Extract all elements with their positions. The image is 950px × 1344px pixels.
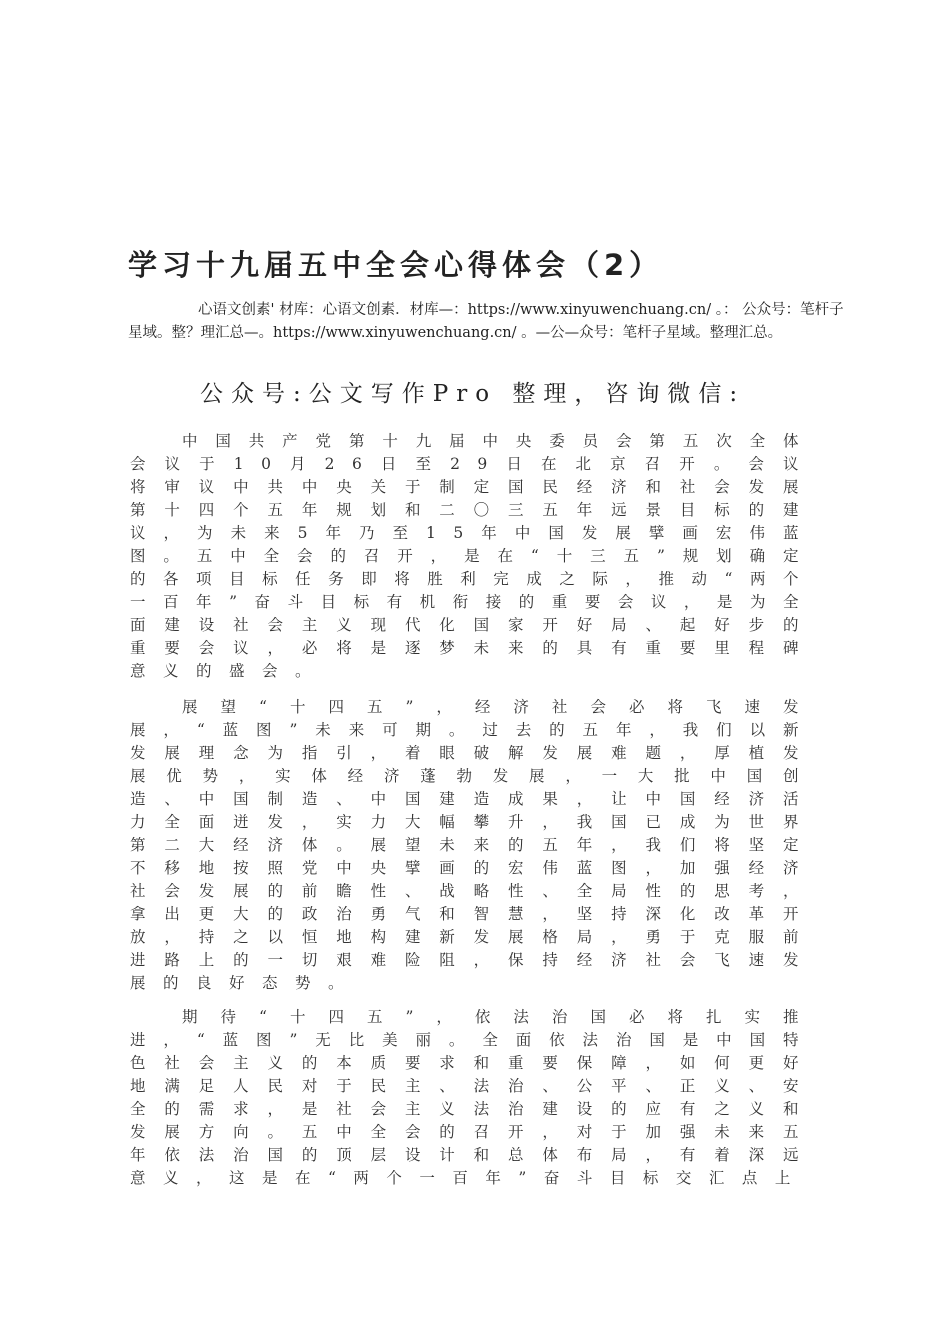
body-paragraph-1: 中国共产党第十九届中央委员会第五次全体会议于10月26日至29日在北京召开。会议将审议中共中央关于制定国民经济和社会发展第十四个五年规划和二〇三五年远景目标的建议，为未来5年乃至15年中国发展擘画宏伟蓝图。五中全会的召开，是在“十三五”规划确定的各项目标任务即将胜利完成之际，推动“两个一百年”奋斗目标有机衔接的重要会议，是为全面建设社会主义现代化国家开好局、起好步的重要会议，必将是逐梦未来的具有重要里程碑意义的盛会。 — [130, 431, 816, 680]
document-title: 学习十九届五中全会心得体会（2） — [128, 248, 664, 282]
document-subtitle: 公众号:公文写作Pro 整理，咨询微信: — [200, 381, 746, 407]
body-paragraph-2: 展望“十四五”，经济社会必将飞速发展，“蓝图”未来可期。过去的五年，我们以新发展理念为指引，着眼破解发展难题，厚植发展优势，实体经济蓬勃发展，一大批中国创造、中国制造、中国建造成果，让中国经济活力全面迸发，实力大幅攀升，我国已成为世界第二大经济体。展望未来的五年，我们将坚定不移地按照党中央擘画的宏伟蓝图，加强经济社会发展的前瞻性、战略性、全局性的思考，拿出更大的政治勇气和智慧，坚持深化改革开放，持之以恒地构建新发展格局，勇于克服前进路上的一切艰难险阻，保持经济社会飞速发展的良好态势。 — [130, 697, 816, 992]
body-paragraph-3: 期待“十四五”，依法治国必将扎实推进，“蓝图”无比美丽。全面依法治国是中国特色社会主义的本质要求和重要保障，如何更好地满足人民对于民主、法治、公平、正义、安全的需求，是社会主义法治建设的应有之义和发展方向。五中全会的召开，对于加强未来五年依法治国的顶层设计和总体布局，有着深远意义，这是在“两个一百年”奋斗目标交汇点上 — [130, 1007, 816, 1187]
source-note: 心语文创素' 材库：心语文创素．材库—：https://www.xinyuwenchuang.cn/ 。： 公众号：笔杆子星域。整？理汇总—。https://www.xinyuwenchuang.cn/ 。—公—众号：笔杆子星域。整理汇总。 — [128, 302, 844, 341]
